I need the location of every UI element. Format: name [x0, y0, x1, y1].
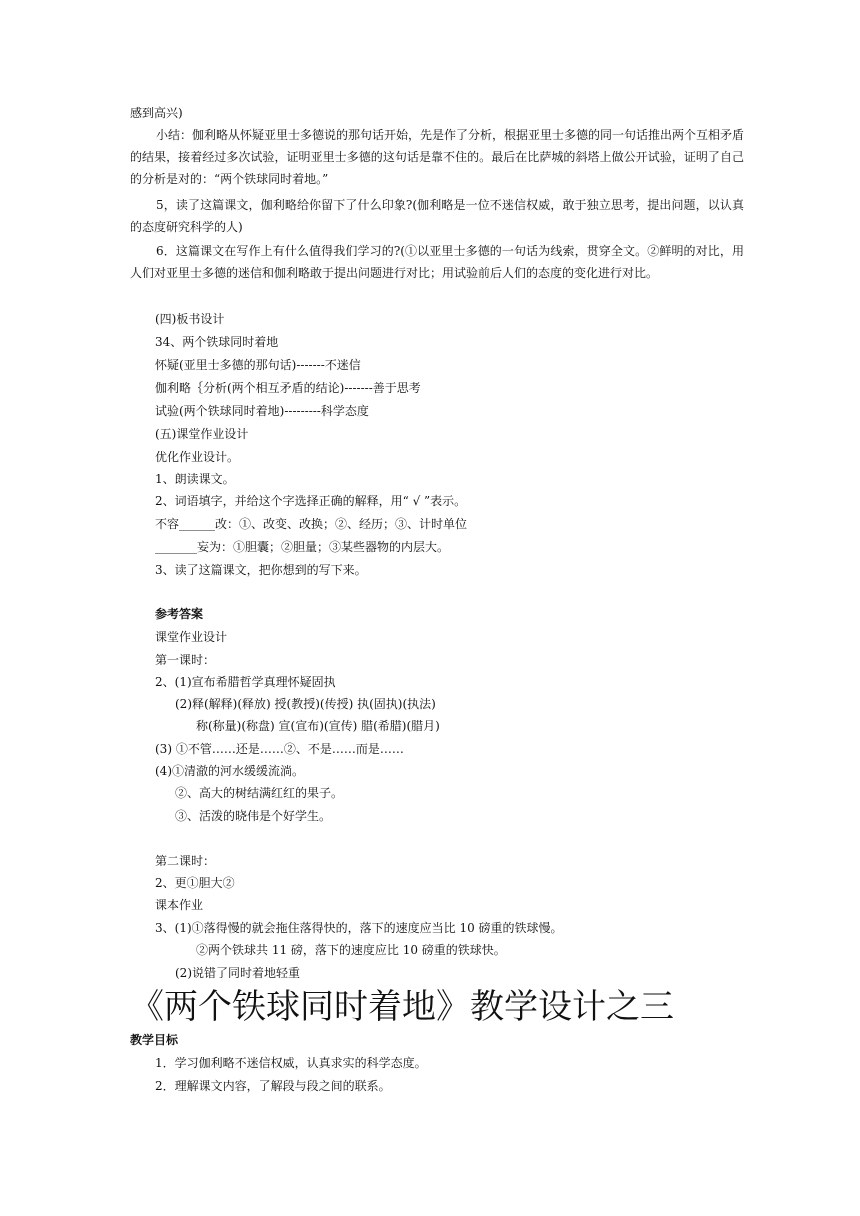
homework-line: 3、读了这篇课文，把你想到的写下来。: [155, 563, 367, 577]
board-line: 伽利略｛分析(两个相互矛盾的结论)-------善于思考: [155, 381, 421, 395]
answer-line: 第二课时：: [155, 854, 216, 868]
answer-line: (2)释(解释)(释放) 授(教授)(传授) 执(固执)(执法): [175, 697, 436, 711]
answer-line: (2)说错了同时着地轻重: [175, 966, 300, 980]
question-6-paragraph: [130, 240, 744, 284]
document-title: 《两个铁球同时着地》教学设计之三: [130, 987, 674, 1027]
homework-line: _______妄为：①胆囊；②胆量；③某些器物的内层大。: [155, 540, 450, 554]
goal-line: 1．学习伽利略不迷信权威，认真求实的科学态度。: [155, 1056, 427, 1070]
answer-line: (4)①清澈的河水缓缓流淌。: [155, 764, 304, 778]
answer-line: 课堂作业设计: [155, 630, 228, 644]
answer-line: 2、(1)宣布希腊哲学真理怀疑固执: [155, 675, 336, 689]
homework-line: 优化作业设计。: [155, 450, 240, 464]
summary-paragraph: [130, 124, 744, 190]
question-5-text: 5，读了这篇课文，伽利略给你留下了什么印象?(伽利略是一位不迷信权威，敢于独立思考，提出问题，以认真的态度研究科学的人): [130, 198, 744, 234]
question-6-text: 6．这篇课文在写作上有什么值得我们学习的?(①以亚里士多德的一句话为线索，贯穿全文。②鲜明的对比，用人们对亚里士多德的迷信和伽利略敢于提出问题进行对比；用试验前后人们的态度的变化进行对比。: [130, 244, 744, 280]
homework-line: 1、朗读课文。: [155, 472, 235, 486]
answer-line: 2、更①胆大②: [155, 876, 235, 890]
board-line: 试验(两个铁球同时着地)---------科学态度: [155, 404, 369, 418]
goal-line: 2．理解课文内容，了解段与段之间的联系。: [155, 1079, 391, 1093]
section-heading-homework: (五)课堂作业设计: [155, 427, 249, 441]
summary-text: 小结：伽利略从怀疑亚里士多德说的那句话开始，先是作了分析，根据亚里士多德的同一句话推出两个互相矛盾的结果，接着经过多次试验，证明亚里士多德的这句话是靠不住的。最后在比萨城的斜塔上做公开试验，证明了自己的分析是对的：“两个铁球同时着地。”: [130, 128, 745, 186]
answers-heading: 参考答案: [155, 607, 204, 621]
answer-line: 称(称量)(称盘) 宣(宣布)(宣传) 腊(希腊)(腊月): [196, 719, 440, 733]
answer-line: ②、高大的树结满红红的果子。: [175, 786, 344, 800]
answer-line: ③、活泼的晓伟是个好学生。: [175, 809, 332, 823]
answer-line: 3、(1)①落得慢的就会拖住落得快的，落下的速度应当比 10 磅重的铁球慢。: [155, 921, 563, 935]
answer-line: 课本作业: [155, 898, 204, 912]
text-line: 感到高兴): [130, 106, 183, 120]
homework-line: 2、词语填字，并给这个字选择正确的解释，用“ √ ”表示。: [155, 494, 467, 508]
answer-line: 第一课时：: [155, 653, 216, 667]
section-heading-board: (四)板书设计: [155, 312, 225, 326]
question-5-paragraph: [130, 194, 744, 238]
goals-heading: 教学目标: [130, 1033, 179, 1047]
board-line: 怀疑(亚里士多德的那句话)-------不迷信: [155, 358, 361, 372]
answer-line: (3) ①不管……还是……②、不是……而是……: [155, 742, 404, 756]
answer-line: ②两个铁球共 11 磅，落下的速度应比 10 磅重的铁球快。: [196, 943, 506, 957]
board-line: 34、两个铁球同时着地: [155, 335, 279, 349]
homework-line: 不容______改：①、改变、改换；②、经历；③、计时单位: [155, 517, 468, 531]
